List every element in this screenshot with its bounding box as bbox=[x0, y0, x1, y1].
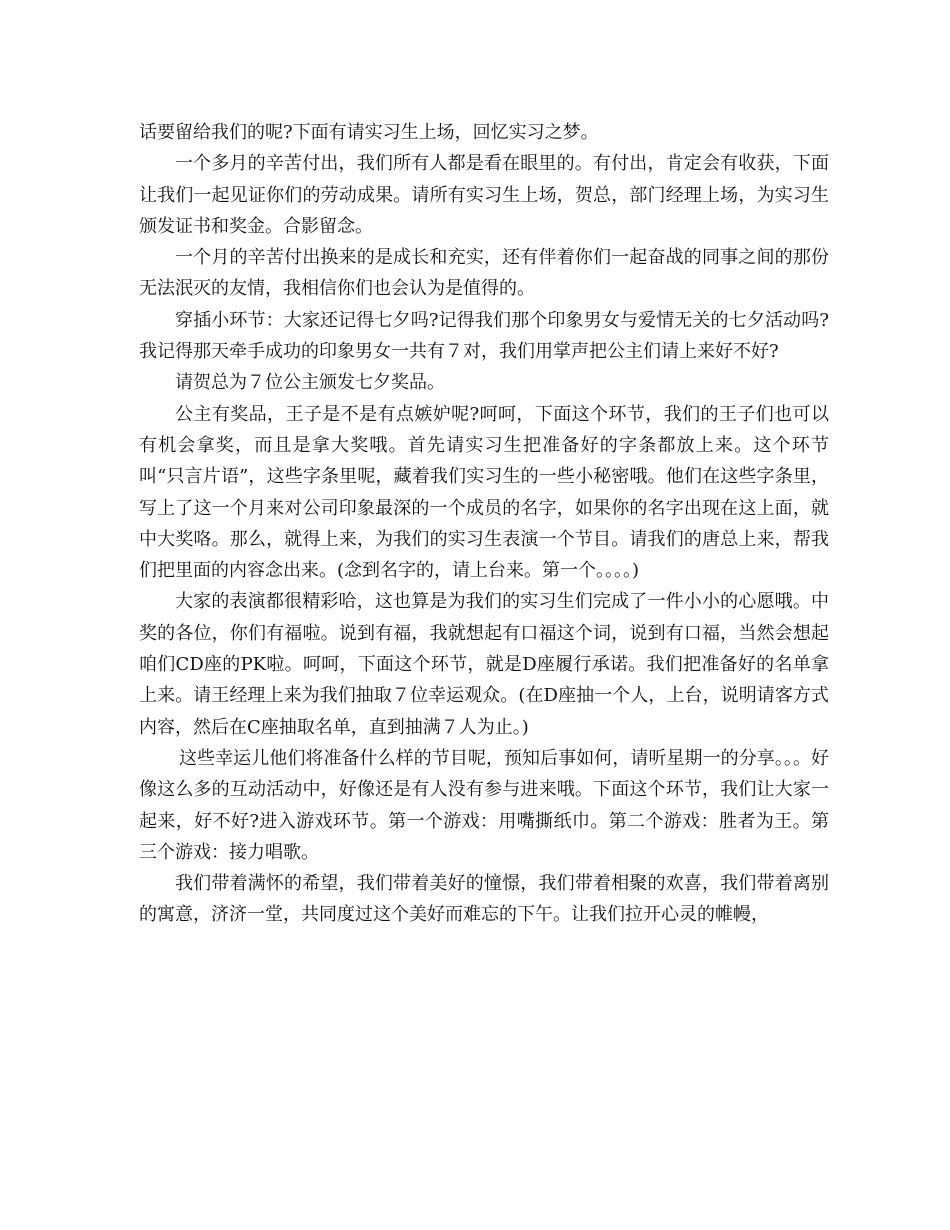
paragraph-1: 话要留给我们的呢?下面有请实习生上场，回忆实习之梦。 bbox=[139, 122, 599, 143]
paragraph-6: 公主有奖品，王子是不是有点嫉妒呢?呵呵，下面这个环节，我们的王子们也可以有机会拿奖，而且是拿大奖哦。首先请实习生把准备好的字条都放上来。这个环节叫“只言片语”，这些字条里呢，藏着我们实习生的一些小秘密哦。他们在这些字条里，写上了这一个月来对公司印象最深的一个成员的名字，如果你的名字出现在这上面，就中大奖咯。那么，就得上来，为我们的实习生表演一个节目。请我们的唐总上来，帮我们把里面的内容念出来。(念到名字的，请上台来。第一个。。。。) bbox=[139, 403, 829, 582]
document-body bbox=[139, 117, 829, 931]
paragraph-9: 我们带着满怀的希望，我们带着美好的憧憬，我们带着相聚的欢喜，我们带着离别的寓意，济济一堂，共同度过这个美好而难忘的下午。让我们拉开心灵的帷幔， bbox=[139, 873, 829, 926]
paragraph-3: 一个月的辛苦付出换来的是成长和充实，还有伴着你们一起奋战的同事之间的那份无法泯灭的友情，我相信你们也会认为是值得的。 bbox=[139, 247, 829, 300]
paragraph-5: 请贺总为７位公主颁发七夕奖品。 bbox=[175, 372, 445, 394]
paragraph-4: 穿插小环节：大家还记得七夕吗?记得我们那个印象男女与爱情无关的七夕活动吗?我记得那天牵手成功的印象男女一共有７对，我们用掌声把公主们请上来好不好? bbox=[139, 309, 829, 363]
paragraph-8: 这些幸运儿他们将准备什么样的节目呢，预知后事如何，请听星期一的分享。。。好像这么多的互动活动中，好像还是有人没有参与进来哦。下面这个环节，我们让大家一起来，好不好?进入游戏环节。第一个游戏：用嘴撕纸巾。第二个游戏：胜者为王。第三个游戏：接力唱歌。 bbox=[139, 747, 829, 863]
paragraph-2: 一个多月的辛苦付出，我们所有人都是看在眼里的。有付出，肯定会有收获，下面让我们一起见证你们的劳动成果。请所有实习生上场，贺总，部门经理上场，为实习生颁发证书和奖金。合影留念。 bbox=[139, 153, 829, 237]
paragraph-7: 大家的表演都很精彩哈，这也算是为我们的实习生们完成了一件小小的心愿哦。中奖的各位，你们有福啦。说到有福，我就想起有口福这个词，说到有口福，当然会想起咱们CD座的PK啦。呵呵，下面这个环节，就是D座履行承诺。我们把准备好的名单拿上来。请王经理上来为我们抽取７位幸运观众。(在D座抽一个人，上台，说明请客方式内容，然后在C座抽取名单，直到抽满７人为止。) bbox=[139, 591, 829, 738]
